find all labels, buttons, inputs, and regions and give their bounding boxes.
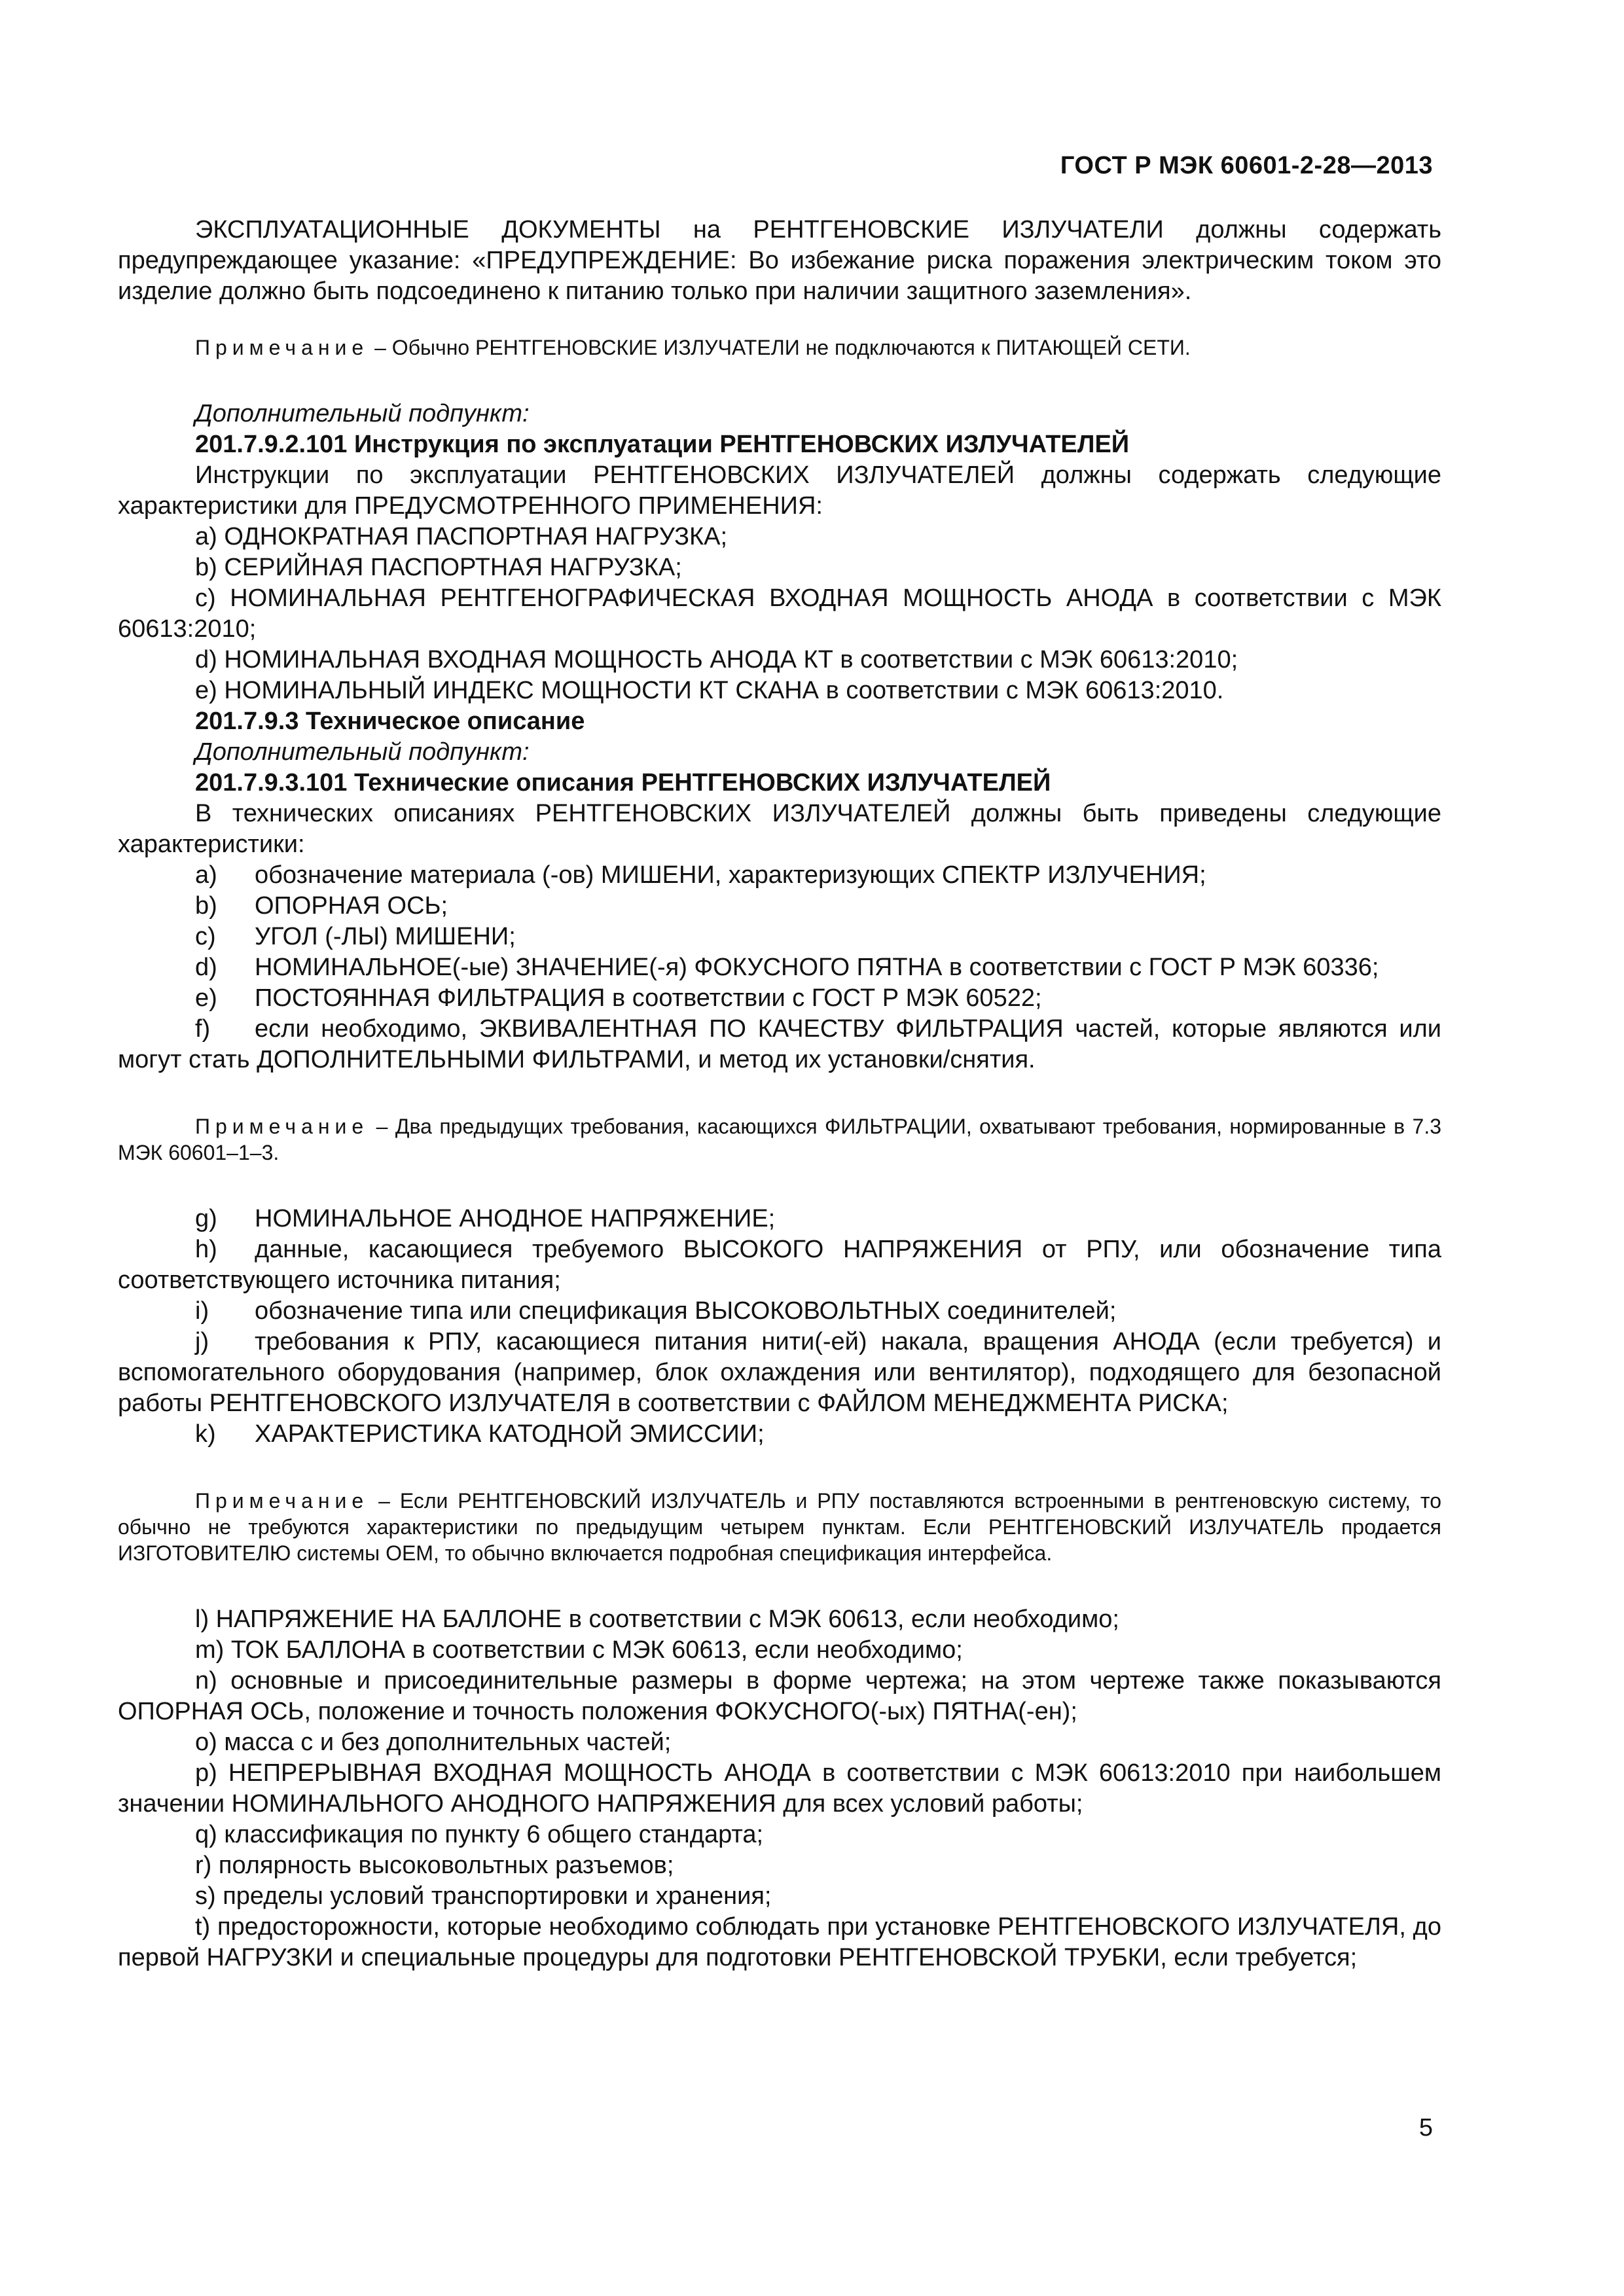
note-text: – Обычно РЕНТГЕНОВСКИЕ ИЗЛУЧАТЕЛИ не подключаются к ПИТАЮЩЕЙ СЕТИ. xyxy=(369,336,1191,359)
item-text: НОМИНАЛЬНОЕ АНОДНОЕ НАПРЯЖЕНИЕ; xyxy=(255,1205,776,1232)
item-text: обозначение материала (-ов) МИШЕНИ, характеризующих СПЕКТР ИЗЛУЧЕНИЯ; xyxy=(255,861,1206,889)
note-text: – Если РЕНТГЕНОВСКИЙ ИЗЛУЧАТЕЛЬ и РПУ поставляются встроенными в рентгеновскую систему, то обычно не требуются характеристики по предыдущим четырем пунктам. Если РЕНТГЕНОВСКИЙ ИЗЛУЧАТЕЛЬ продается ИЗГОТОВИТЕЛЮ системы ОЕМ, то обычно включается подробная спецификация интерфейса. xyxy=(118,1489,1441,1565)
note-text: – Два предыдущих требования, касающихся ФИЛЬТРАЦИИ, охватывают требования, нормированные в 7.3 МЭК 60601–1–3. xyxy=(118,1115,1441,1164)
item-text: данные, касающиеся требуемого ВЫСОКОГО НАПРЯЖЕНИЯ от РПУ, или обозначение типа соответствующего источника питания; xyxy=(118,1236,1441,1294)
list-item: o) масса с и без дополнительных частей; xyxy=(195,1729,672,1756)
item-label: i) xyxy=(195,1297,209,1325)
note-label: Примечание xyxy=(195,1489,369,1513)
list-item: d) НОМИНАЛЬНАЯ ВХОДНАЯ МОЩНОСТЬ АНОДА КТ в соответствии с МЭК 60613:2010; xyxy=(195,646,1238,673)
note-3 xyxy=(118,1488,1441,1566)
list-item: p) НЕПРЕРЫВНАЯ ВХОДНАЯ МОЩНОСТЬ АНОДА в соответствии с МЭК 60613:2010 при наибольшем значении НОМИНАЛЬНОГО АНОДНОГО НАПРЯЖЕНИЯ для всех условий работы; xyxy=(118,1759,1441,1818)
list-item: c) НОМИНАЛЬНАЯ РЕНТГЕНОГРАФИЧЕСКАЯ ВХОДНАЯ МОЩНОСТЬ АНОДА в соответствии с МЭК 60613:2010; xyxy=(118,584,1441,643)
item-label: a) xyxy=(195,861,217,889)
paragraph-warning: ЭКСПЛУАТАЦИОННЫЕ ДОКУМЕНТЫ на РЕНТГЕНОВСКИЕ ИЗЛУЧАТЕЛИ должны содержать предупреждающее указание: «ПРЕДУПРЕЖДЕНИЕ: Во избежание риска поражения электрическим током это изделие должно быть подсоединено к питанию только при наличии защитного заземления». xyxy=(118,216,1441,305)
list-item: r) полярность высоковольтных разъемов; xyxy=(195,1852,674,1879)
list-item: l) НАПРЯЖЕНИЕ НА БАЛЛОНЕ в соответствии с МЭК 60613, если необходимо; xyxy=(195,1605,1119,1633)
section-title: 201.7.9.3.101 Технические описания РЕНТГЕНОВСКИХ ИЗЛУЧАТЕЛЕЙ xyxy=(195,769,1051,797)
page-content xyxy=(118,215,1441,1973)
list-item: a) ОДНОКРАТНАЯ ПАСПОРТНАЯ НАГРУЗКА; xyxy=(195,523,728,550)
item-label: b) xyxy=(195,892,217,920)
list-item: e) НОМИНАЛЬНЫЙ ИНДЕКС МОЩНОСТИ КТ СКАНА в соответствии с МЭК 60613:2010. xyxy=(195,677,1224,704)
item-label: k) xyxy=(195,1420,216,1448)
item-text: ХАРАКТЕРИСТИКА КАТОДНОЙ ЭМИССИИ; xyxy=(255,1420,765,1448)
list-item xyxy=(118,1327,1441,1419)
additional-subclause-label: Дополнительный подпункт: xyxy=(195,400,530,427)
item-text: ОПОРНАЯ ОСЬ; xyxy=(255,892,448,920)
section-intro: В технических описаниях РЕНТГЕНОВСКИХ ИЗЛУЧАТЕЛЕЙ должны быть приведены следующие характеристики: xyxy=(118,800,1441,858)
document-header: ГОСТ Р МЭК 60601-2-28—2013 xyxy=(1060,152,1433,179)
item-label: j) xyxy=(195,1328,209,1355)
item-label: g) xyxy=(195,1205,217,1232)
list-item xyxy=(118,922,1441,952)
list-item: t) предосторожности, которые необходимо соблюдать при установке РЕНТГЕНОВСКОГО ИЗЛУЧАТЕЛЯ, до первой НАГРУЗКИ и специальные процедуры для подготовки РЕНТГЕНОВСКОЙ ТРУБКИ, если требуется; xyxy=(118,1913,1441,1971)
item-text: если необходимо, ЭКВИВАЛЕНТНАЯ ПО КАЧЕСТВУ ФИЛЬТРАЦИЯ частей, которые являются или могут стать ДОПОЛНИТЕЛЬНЫМИ ФИЛЬТРАМИ, и метод их установки/снятия. xyxy=(118,1015,1441,1073)
item-label: f) xyxy=(195,1015,211,1043)
list-item xyxy=(118,1419,1441,1450)
item-label: d) xyxy=(195,954,217,981)
note-label: Примечание xyxy=(195,336,369,359)
list-item xyxy=(118,952,1441,983)
page-number: 5 xyxy=(1418,2114,1433,2142)
list-item xyxy=(118,1296,1441,1327)
list-item: n) основные и присоединительные размеры в форме чертежа; на этом чертеже также показываются ОПОРНАЯ ОСЬ, положение и точность положения ФОКУСНОГО(-ых) ПЯТНА(-ен); xyxy=(118,1667,1441,1725)
item-text: обозначение типа или спецификация ВЫСОКОВОЛЬТНЫХ соединителей; xyxy=(255,1297,1117,1325)
list-item xyxy=(118,983,1441,1014)
note-2 xyxy=(118,1113,1441,1166)
additional-subclause-label: Дополнительный подпункт: xyxy=(195,738,530,766)
section-title: 201.7.9.2.101 Инструкция по эксплуатации РЕНТГЕНОВСКИХ ИЗЛУЧАТЕЛЕЙ xyxy=(195,431,1130,458)
list-item xyxy=(118,891,1441,922)
item-text: требования к РПУ, касающиеся питания нити(-ей) накала, вращения АНОДА (если требуется) и вспомогательного оборудования (например, блок охлаждения или вентилятор), подходящего для безопасной работы РЕНТГЕНОВСКОГО ИЗЛУЧАТЕЛЯ в соответствии с ФАЙЛОМ МЕНЕДЖМЕНТА РИСКА; xyxy=(118,1328,1441,1417)
section-title: 201.7.9.3 Техническое описание xyxy=(195,708,585,735)
item-text: УГОЛ (-ЛЫ) МИШЕНИ; xyxy=(255,923,516,950)
list-item xyxy=(118,1204,1441,1234)
note-1 xyxy=(118,334,1441,361)
note-label: Примечание xyxy=(195,1115,369,1138)
list-item: m) ТОК БАЛЛОНА в соответствии с МЭК 60613, если необходимо; xyxy=(195,1636,963,1664)
list-item xyxy=(118,1014,1441,1075)
item-label: e) xyxy=(195,984,217,1012)
list-item xyxy=(118,860,1441,891)
item-label: c) xyxy=(195,923,216,950)
list-item: s) пределы условий транспортировки и хранения; xyxy=(195,1882,772,1910)
list-item: q) классификация по пункту 6 общего стандарта; xyxy=(195,1821,764,1848)
list-item xyxy=(118,1234,1441,1296)
item-label: h) xyxy=(195,1236,217,1263)
item-text: НОМИНАЛЬНОЕ(-ые) ЗНАЧЕНИЕ(-я) ФОКУСНОГО ПЯТНА в соответствии с ГОСТ Р МЭК 60336; xyxy=(255,954,1379,981)
item-text: ПОСТОЯННАЯ ФИЛЬТРАЦИЯ в соответствии с ГОСТ Р МЭК 60522; xyxy=(255,984,1042,1012)
list-item: b) СЕРИЙНАЯ ПАСПОРТНАЯ НАГРУЗКА; xyxy=(195,554,682,581)
section-intro: Инструкции по эксплуатации РЕНТГЕНОВСКИХ ИЗЛУЧАТЕЛЕЙ должны содержать следующие характеристики для ПРЕДУСМОТРЕННОГО ПРИМЕНЕНИЯ: xyxy=(118,461,1441,520)
